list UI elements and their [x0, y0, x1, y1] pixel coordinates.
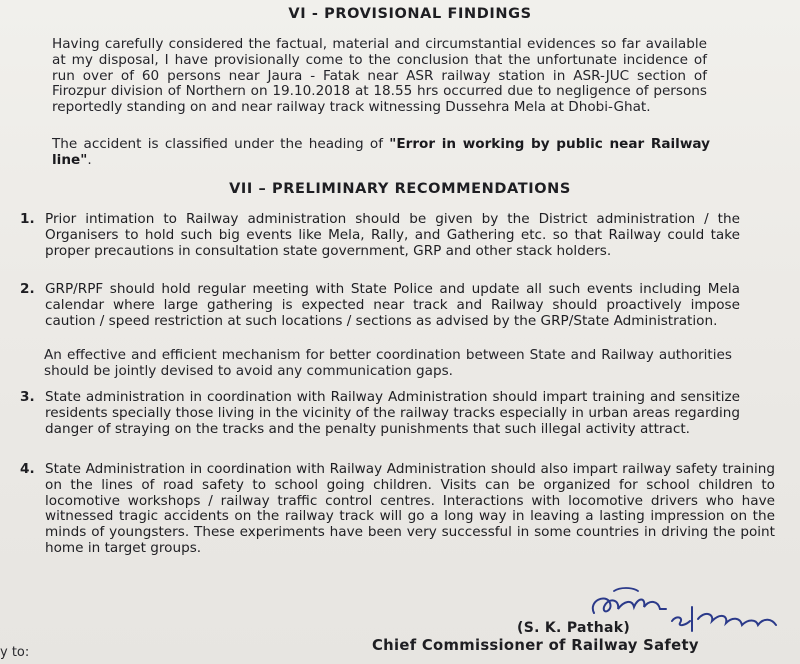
recommendation-text: State Administration in coordination with Railway Administration should also impart railway safety training on the lines of road safety to school going children. Visits can be organized for school children to locomotive workshops / railway traffic control centres. Interactions with locomotive drivers who have witnessed tragic accidents on the railway track will go a long way in leaving a lasting impression on the minds of youngsters. These experiments have been very successful in some countries in driving the point home in target groups. — [45, 461, 775, 556]
recommendation-text: State administration in coordination with Railway Administration should impart training and sensitize residents specially those living in the vicinity of the railway tracks especially in urban areas regarding danger of straying on the tracks and the penalty punishments that such illegal activity attract. — [45, 389, 740, 437]
signatory-title: Chief Commissioner of Railway Safety — [372, 637, 699, 654]
signatory-name: (S. K. Pathak) — [517, 620, 631, 636]
recommendation-number: 1. — [20, 211, 35, 227]
recommendation-text: GRP/RPF should hold regular meeting with State Police and update all such events including Mela calendar where large gathering is expected near track and Railway should proactively impose caution / speed restriction at such locations / sections as advised by the GRP/State Administration. — [45, 281, 740, 329]
section-heading-provisional-findings: VI - PROVISIONAL FINDINGS — [288, 6, 532, 22]
classification-heading: "Error in working by public near Railway line" — [52, 136, 710, 168]
recommendation-text: Prior intimation to Railway administration should be given by the District administration / the Organisers to hold such big events like Mela, Rally, and Gathering etc. so that Railway could take proper precautions in consultation state government, GRP and other stack holders. — [45, 211, 740, 259]
recommendation-number: 4. — [20, 461, 35, 477]
provisional-findings-paragraph: Having carefully considered the factual, material and circumstantial evidences so far available at my disposal, I have provisionally come to the conclusion that the unfortunate incidence of run over of 60 persons near Jaura - Fatak near ASR railway station in ASR-JUC section of Firozpur division of Northern on 19.10.2018 at 18.55 hrs occurred due to negligence of persons reportedly standing on and near railway track witnessing Dussehra Mela at Dhobi-Ghat. — [52, 36, 707, 116]
classification-suffix: . — [87, 151, 92, 168]
recommendation-number: 3. — [20, 389, 35, 405]
recommendation-number: 2. — [20, 281, 35, 297]
coordination-mechanism-paragraph: An effective and efficient mechanism for better coordination between State and Railway authorities should be jointly devised to avoid any communication gaps. — [44, 347, 732, 379]
copy-to-label: y to: — [0, 645, 30, 660]
section-heading-preliminary-recommendations: VII – PRELIMINARY RECOMMENDATIONS — [229, 181, 571, 197]
classification-prefix: The accident is classified under the heading of — [52, 136, 390, 152]
accident-classification-paragraph — [52, 137, 710, 169]
